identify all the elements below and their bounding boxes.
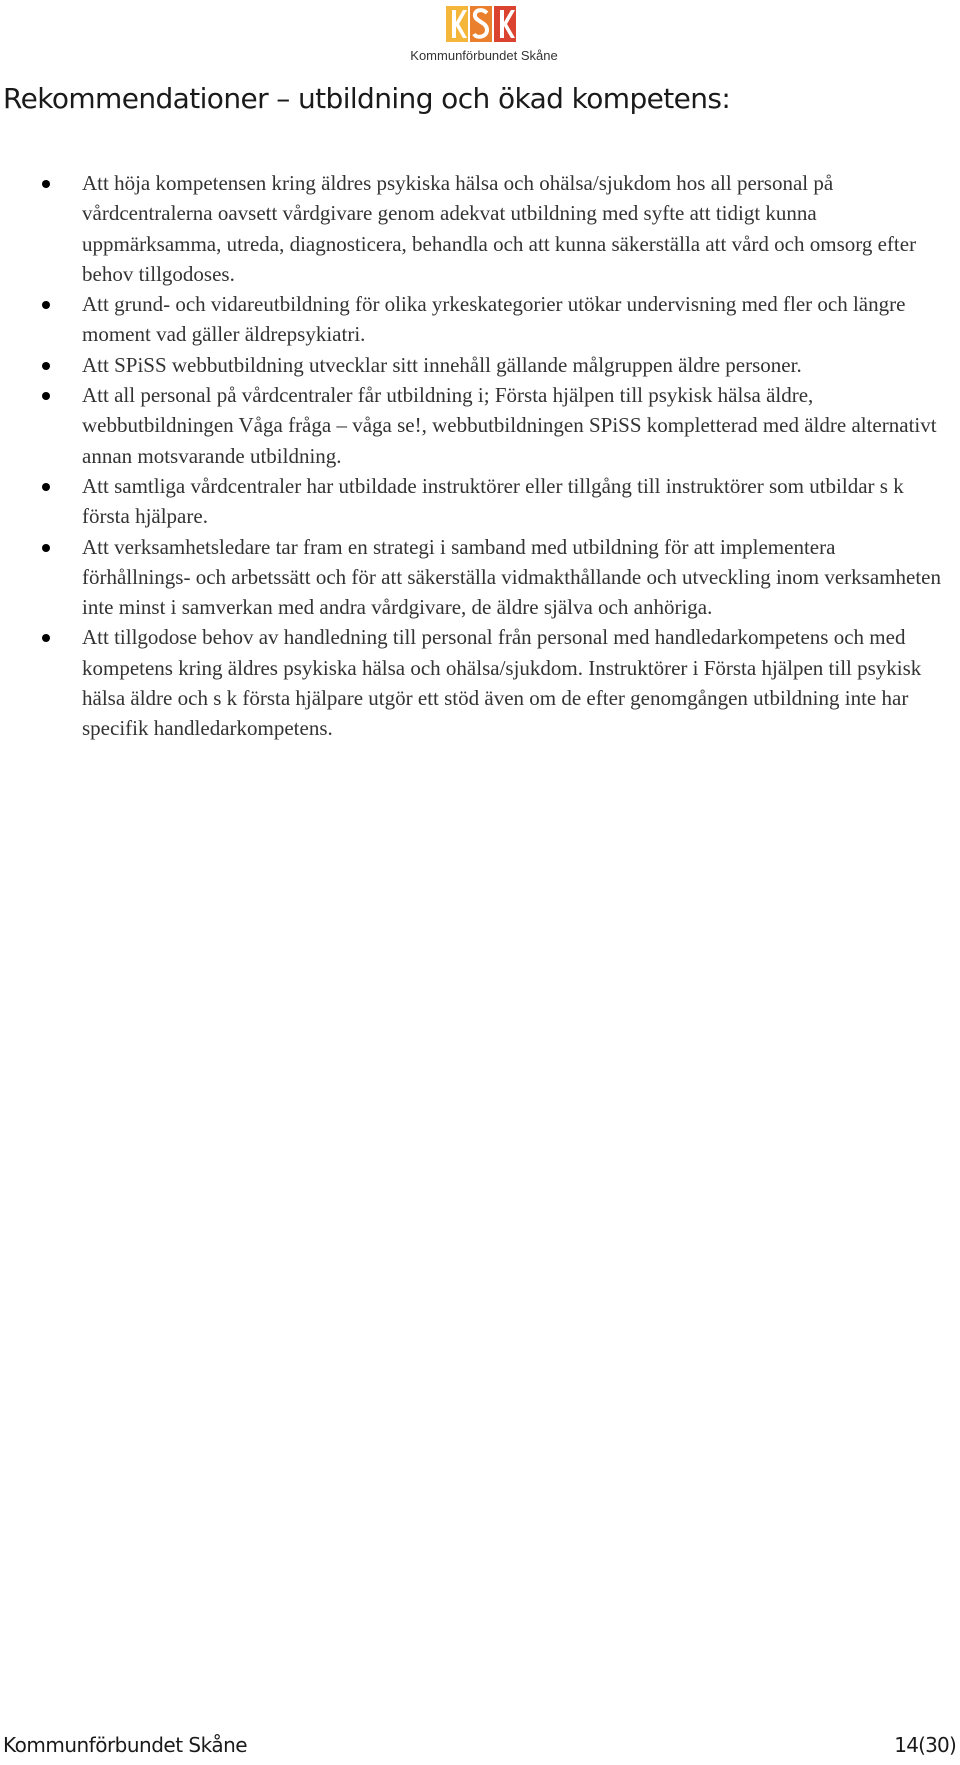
logo-text: Kommunförbundet Skåne bbox=[410, 48, 558, 63]
list-item-text: Att grund- och vidareutbildning för olika yrkeskategorier utökar undervisning med fler och längre moment vad gäller äldrepsykiatri. bbox=[82, 292, 906, 347]
list-item bbox=[0, 168, 960, 289]
list-item bbox=[0, 471, 960, 532]
page-title: Rekommendationer – utbildning och ökad kompetens: bbox=[3, 82, 731, 115]
list-item-text: Att all personal på vårdcentraler får utbildning i; Första hjälpen till psykisk hälsa äldre, webbutbildningen Våga fråga – våga se!, webbutbildningen SPiSS kompletterad med äldre alternativt annan motsvarande utbildning. bbox=[82, 383, 937, 468]
ksk-logo-icon bbox=[446, 4, 516, 48]
list-item-text: Att verksamhetsledare tar fram en strategi i samband med utbildning för att implementera förhållnings- och arbetssätt och för att säkerställa vidmakthållande och utveckling inom verksamheten inte minst i samverkan med andra vårdgivare, de äldre själva och anhöriga. bbox=[82, 534, 941, 620]
footer-organization: Kommunförbundet Skåne bbox=[3, 1733, 248, 1757]
logo bbox=[404, 4, 564, 64]
list-item-text: Att SPiSS webbutbildning utvecklar sitt innehåll gällande målgruppen äldre personer. bbox=[82, 352, 802, 377]
bullet-icon bbox=[42, 483, 50, 491]
bullet-icon bbox=[42, 362, 50, 370]
bullet-icon bbox=[42, 634, 50, 642]
list-item bbox=[0, 380, 960, 471]
list-item bbox=[0, 350, 960, 380]
bullet-icon bbox=[42, 301, 50, 309]
page-number: 14(30) bbox=[894, 1733, 956, 1757]
bullet-icon bbox=[42, 180, 50, 188]
bullet-icon bbox=[42, 392, 50, 400]
list-item-text: Att höja kompetensen kring äldres psykiska hälsa och ohälsa/sjukdom hos all personal på vårdcentralerna oavsett vårdgivare genom adekvat utbildning med syfte att tidigt kunna uppmärksamma, utreda, diagnosticera, behandla och att kunna säkerställa att vård och omsorg efter behov tillgodoses. bbox=[82, 171, 917, 286]
list-item bbox=[0, 532, 960, 623]
list-item bbox=[0, 289, 960, 350]
bullet-icon bbox=[42, 544, 50, 552]
recommendation-list bbox=[0, 168, 960, 744]
list-item-text: Att samtliga vårdcentraler har utbildade instruktörer eller tillgång till instruktörer som utbildar s k första hjälpare. bbox=[82, 473, 904, 529]
list-item bbox=[0, 622, 960, 743]
list-item-text: Att tillgodose behov av handledning till personal från personal med handledarkompetens och med kompetens kring äldres psykiska hälsa och ohälsa/sjukdom. Instruktörer i Första hjälpen till psykisk hälsa äldre och s k första hjälpare utgör ett stöd även om de efter genomgången utbildning inte har specifik handledarkompetens. bbox=[82, 625, 922, 741]
